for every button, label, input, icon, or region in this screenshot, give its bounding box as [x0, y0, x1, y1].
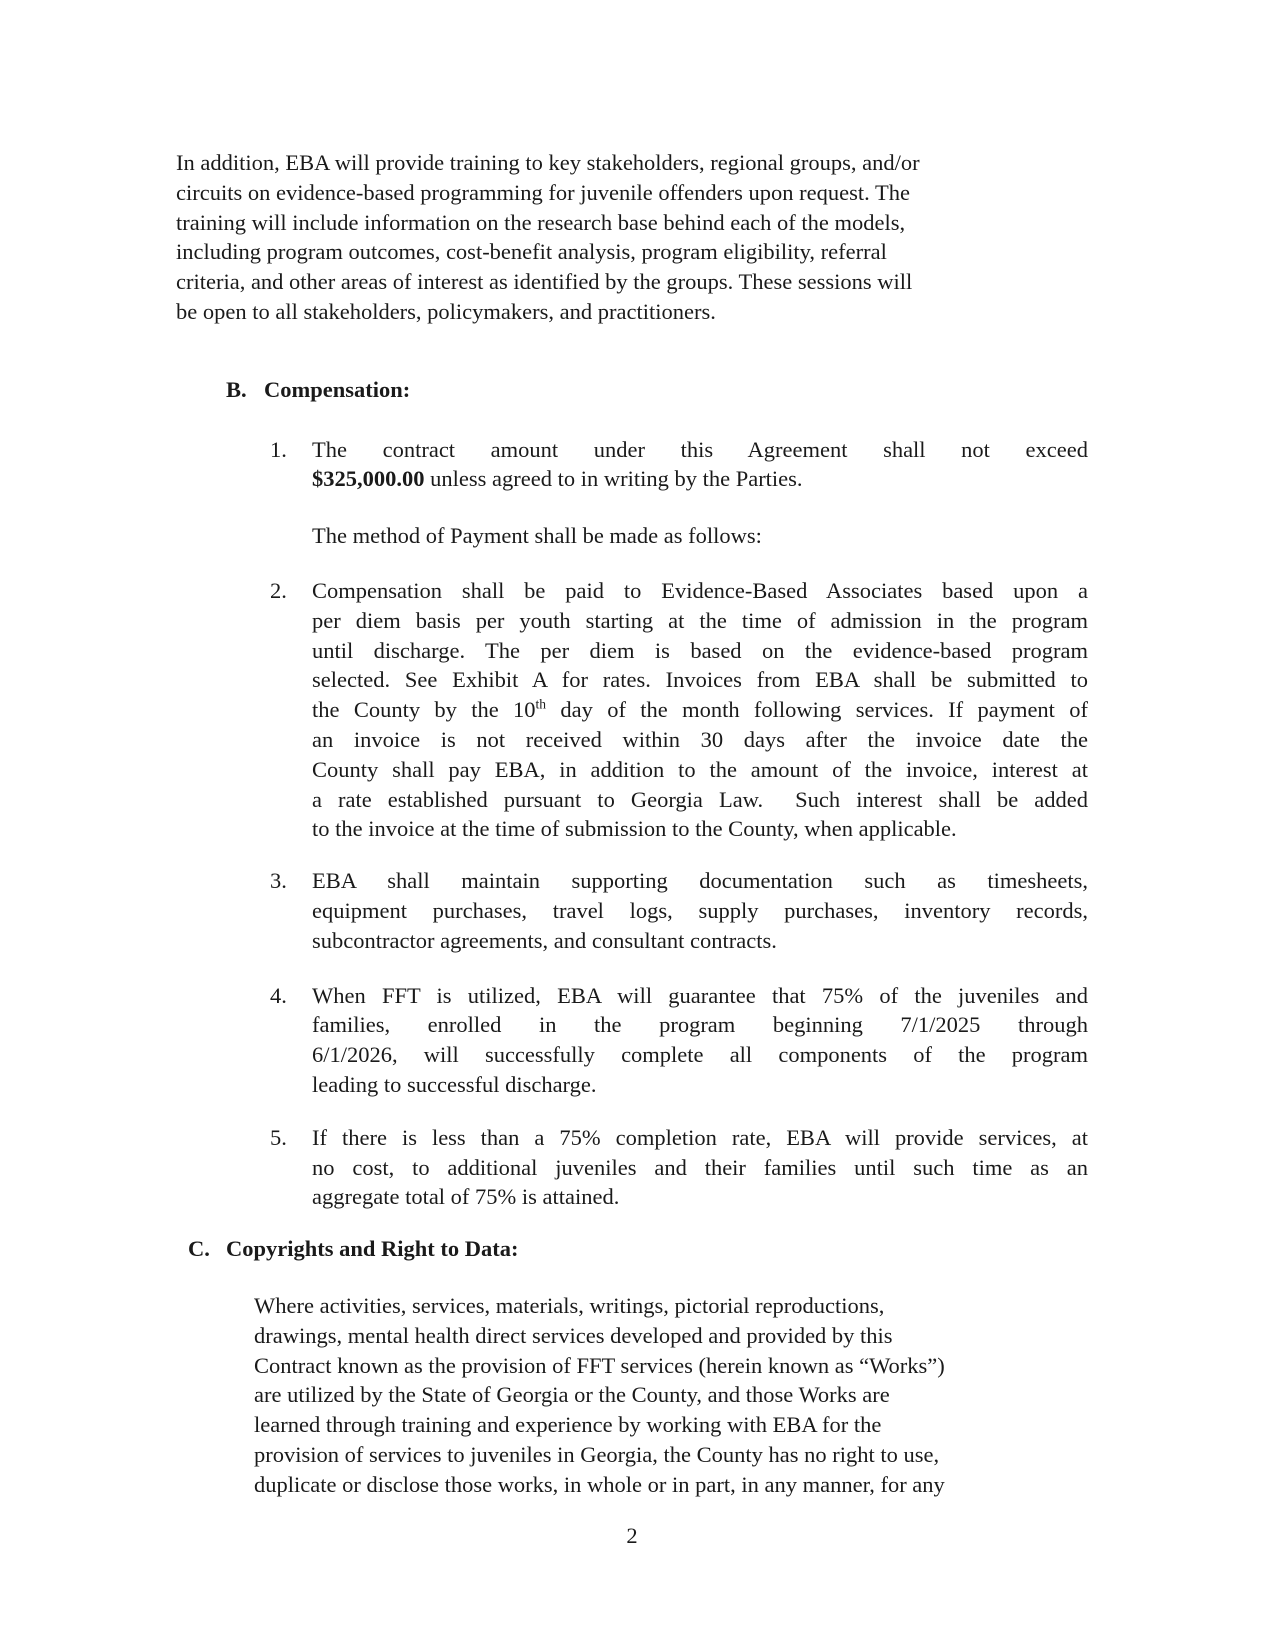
text-line: training will include information on the research base behind each of the models, [176, 209, 906, 235]
text-line: aggregate total of 75% is attained. [312, 1184, 620, 1210]
list-item-4 [270, 981, 1088, 1100]
list-item-1 [270, 435, 1088, 495]
text-line: selected. See Exhibit A for rates. Invoices from EBA shall be submitted to [312, 667, 1088, 693]
list-item-2-text [312, 576, 1088, 844]
text-line: an invoice is not received within 30 days after the invoice date the [312, 726, 1088, 752]
text-line: families, enrolled in the program beginning 7/1/2025 through [312, 1012, 1088, 1038]
text-line: to the invoice at the time of submission to the County, when applicable. [312, 816, 957, 842]
list-item-3-text [312, 866, 1088, 955]
section-b-label: B. [226, 376, 247, 402]
text-line: per diem basis per youth starting at the time of admission in the program [312, 607, 1088, 633]
list-item-3 [270, 866, 1088, 955]
payment-method-note [312, 521, 1088, 551]
text-line: are utilized by the State of Georgia or the County, and those Works are [254, 1382, 890, 1408]
text-line: In addition, EBA will provide training to key stakeholders, regional groups, and/or [176, 150, 920, 175]
list-item-5-text [312, 1123, 1088, 1212]
section-c-paragraph [254, 1291, 1088, 1500]
text-line: 6/1/2026, will successfully complete all components of the program [312, 1042, 1088, 1068]
section-c-label: C. [188, 1236, 210, 1262]
text-line: until discharge. The per diem is based on the evidence-based program [312, 637, 1088, 663]
text-line: Where activities, services, materials, writings, pictorial reproductions, [254, 1292, 885, 1318]
text-line: the County by the 10th day of the month following services. If payment of [312, 696, 1089, 723]
text-line: a rate established pursuant to Georgia Law. Such interest shall be added [312, 786, 1088, 812]
text-line: circuits on evidence-based programming for juvenile offenders upon request. The [176, 179, 910, 205]
section-c-heading [188, 1234, 1088, 1264]
section-b-heading [226, 375, 1088, 405]
text-line: be open to all stakeholders, policymakers, and practitioners. [176, 298, 716, 324]
text-line: subcontractor agreements, and consultant contracts. [312, 927, 777, 953]
list-item-5-number: 5. [270, 1124, 287, 1150]
text-line: equipment purchases, travel logs, supply purchases, inventory records, [312, 897, 1088, 923]
list-item-1-text [312, 435, 1088, 495]
text-line: duplicate or disclose those works, in whole or in part, in any manner, for any [254, 1471, 945, 1497]
text-line: no cost, to additional juveniles and their families until such time as an [312, 1154, 1088, 1180]
text-line: Compensation shall be paid to Evidence-Based Associates based upon a [312, 577, 1088, 603]
list-item-4-number: 4. [270, 982, 287, 1008]
text-line: The method of Payment shall be made as follows: [312, 523, 762, 549]
text-line: leading to successful discharge. [312, 1071, 597, 1097]
text-line: County shall pay EBA, in addition to the amount of the invoice, interest at [312, 756, 1088, 782]
text-line: provision of services to juveniles in Georgia, the County has no right to use, [254, 1441, 940, 1467]
text-line: drawings, mental health direct services developed and provided by this [254, 1322, 893, 1348]
text-line: including program outcomes, cost-benefit analysis, program eligibility, referral [176, 239, 887, 265]
list-item-1-number: 1. [270, 436, 287, 462]
list-item-2-number: 2. [270, 577, 287, 603]
text-line: EBA shall maintain supporting documentation such as timesheets, [312, 868, 1088, 894]
section-c-title: Copyrights and Right to Data: [226, 1236, 519, 1262]
text-line: $325,000.00 unless agreed to in writing by the Parties. [312, 466, 803, 492]
section-b-title: Compensation: [264, 376, 411, 402]
text-line: If there is less than a 75% completion rate, EBA will provide services, at [312, 1124, 1088, 1150]
text-line: Contract known as the provision of FFT services (herein known as “Works”) [254, 1352, 945, 1378]
text-line: criteria, and other areas of interest as identified by the groups. These sessions will [176, 269, 913, 295]
text-line: The contract amount under this Agreement shall not exceed [312, 436, 1088, 462]
text-line: learned through training and experience by working with EBA for the [254, 1412, 882, 1438]
intro-paragraph [176, 148, 1088, 327]
list-item-4-text [312, 981, 1088, 1100]
list-item-5 [270, 1123, 1088, 1212]
text-line: When FFT is utilized, EBA will guarantee that 75% of the juveniles and [312, 982, 1088, 1008]
list-item-3-number: 3. [270, 868, 287, 894]
list-item-2 [270, 576, 1088, 844]
page-number: 2 [626, 1523, 638, 1549]
